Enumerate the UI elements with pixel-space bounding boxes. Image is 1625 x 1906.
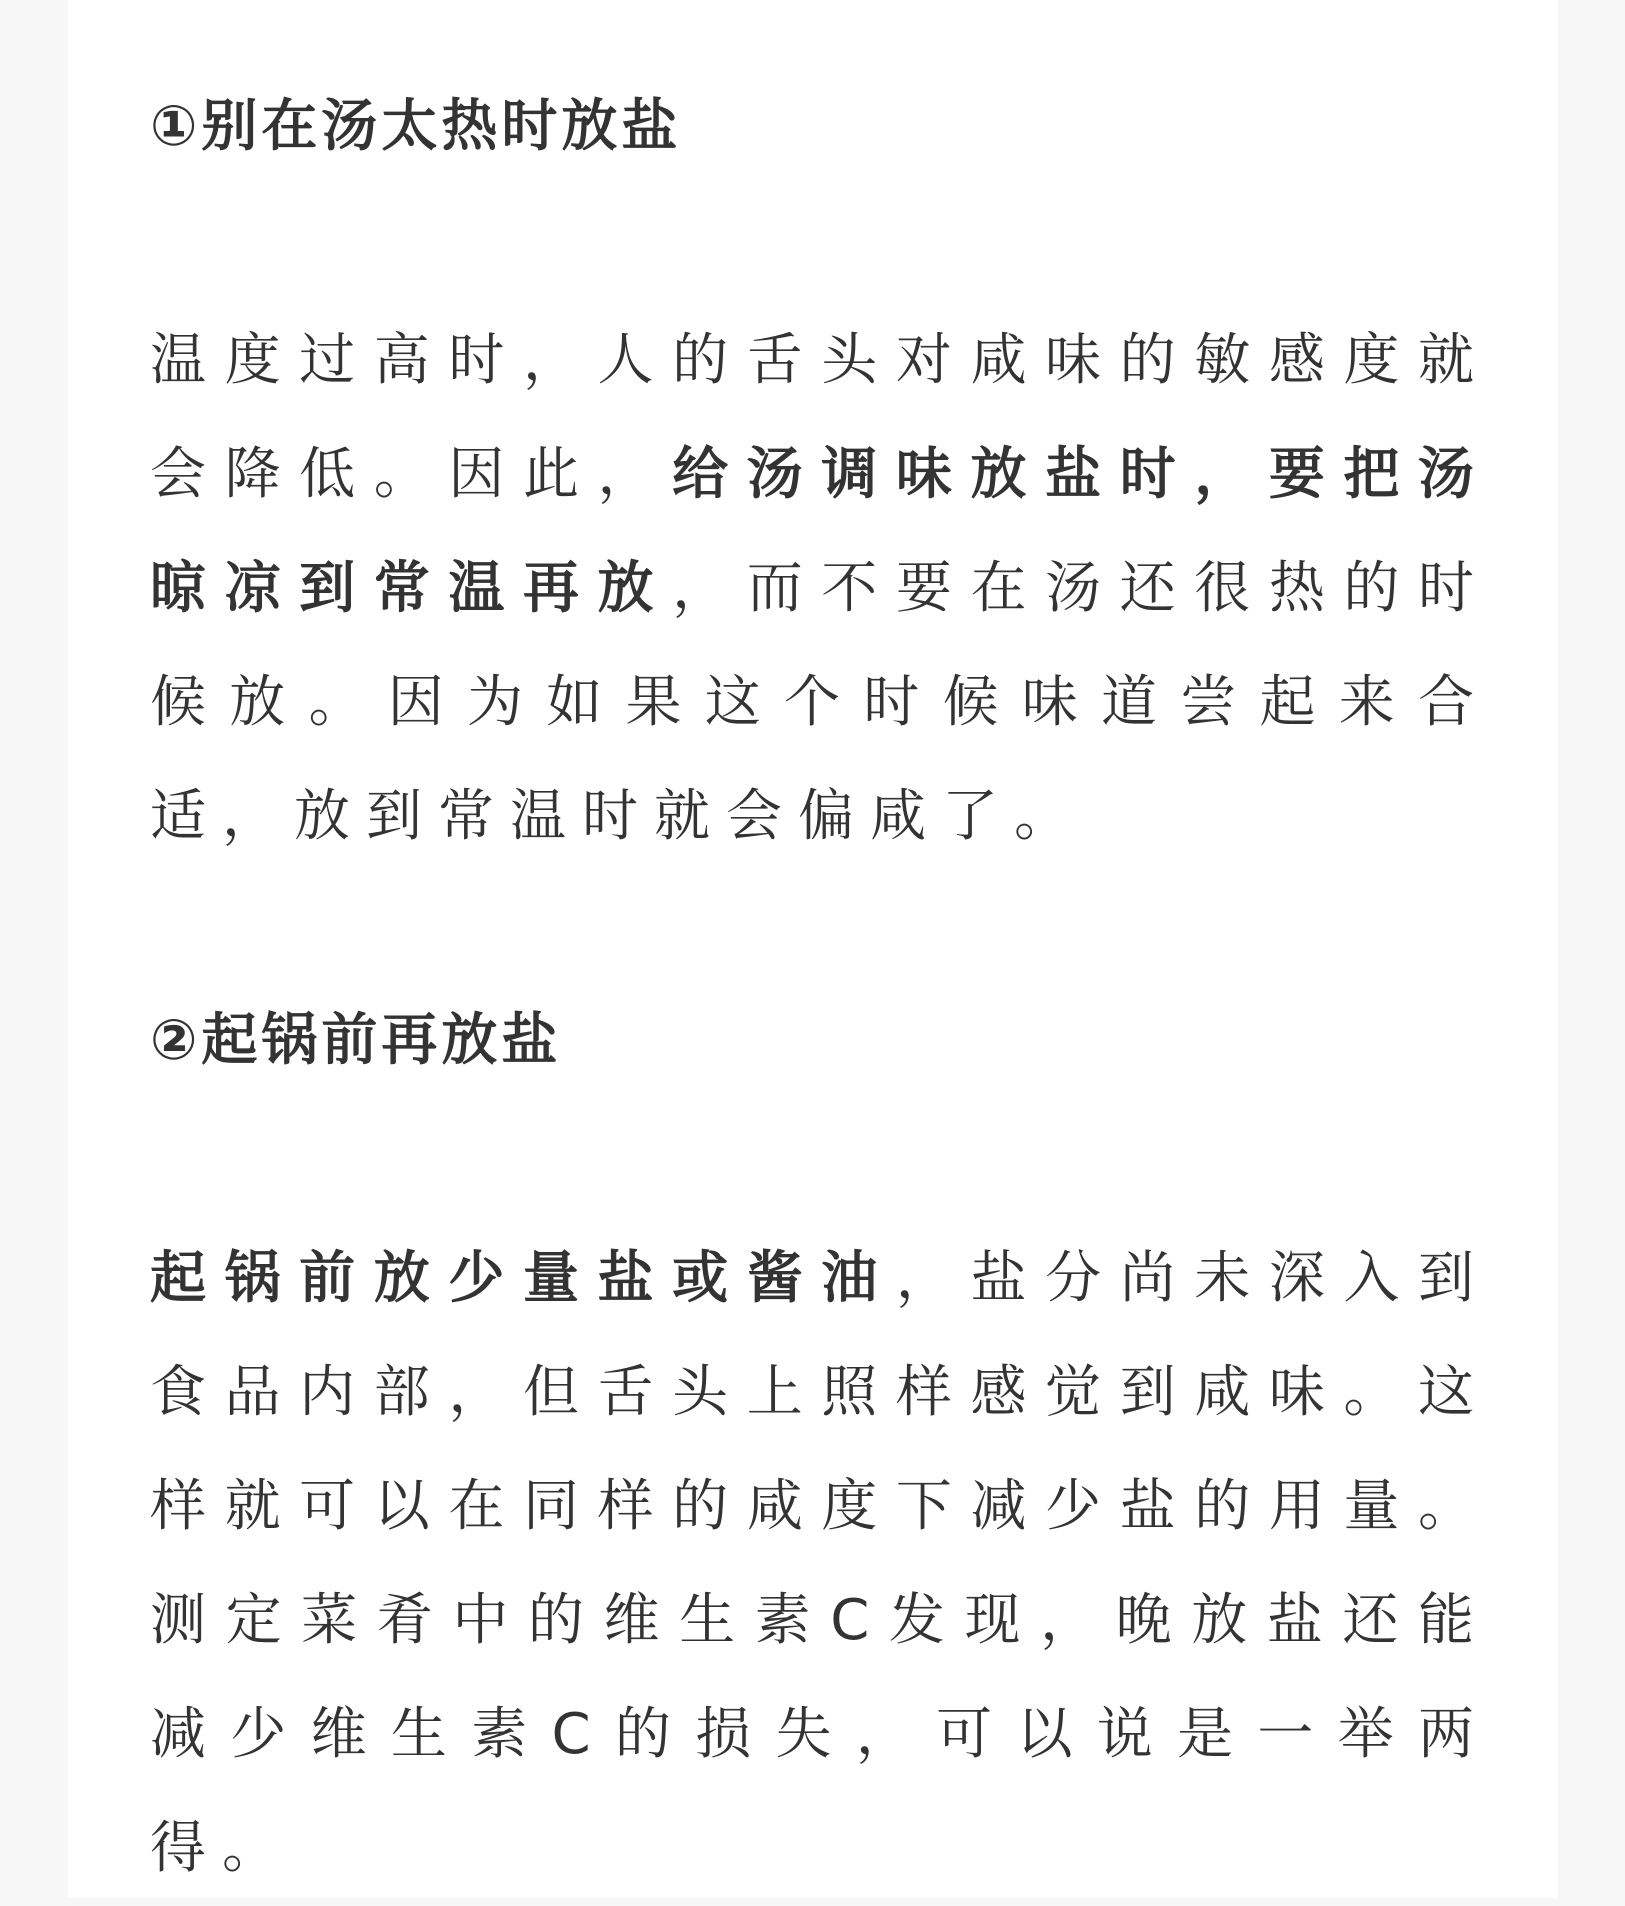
section-heading-2: ②起锅前再放盐 (150, 1008, 562, 1073)
paragraph-2-text: ，盐分尚未深入到食品内部，但舌头上照样感觉到咸味。这样就可以在同样的咸度下减少盐的用量。测定菜肴中的维生素C发现，晚放盐还能减少维生素C的损失，可以说是一举两得。 (150, 1246, 1491, 1881)
paragraph-2-bold-text: 起锅前放少量盐或酱油 (150, 1246, 896, 1311)
article-page (68, 0, 1558, 1898)
paragraph-1-text-end: ，而不要在汤还很热的时候放。因为如果这个时候味道尝起来合适，放到常温时就会偏咸了。 (150, 556, 1491, 849)
section-heading-1: ①别在汤太热时放盐 (150, 94, 682, 159)
paragraph-1-text-start: 温度过高时，人的舌头对咸味的敏感度就会降低。因此， (150, 328, 1490, 507)
paragraph-1-bold-text: 给汤调味放盐时，要把汤晾凉到常温再放 (150, 442, 1491, 621)
section-paragraph-1 (150, 304, 1490, 874)
section-paragraph-2 (150, 1222, 1490, 1906)
